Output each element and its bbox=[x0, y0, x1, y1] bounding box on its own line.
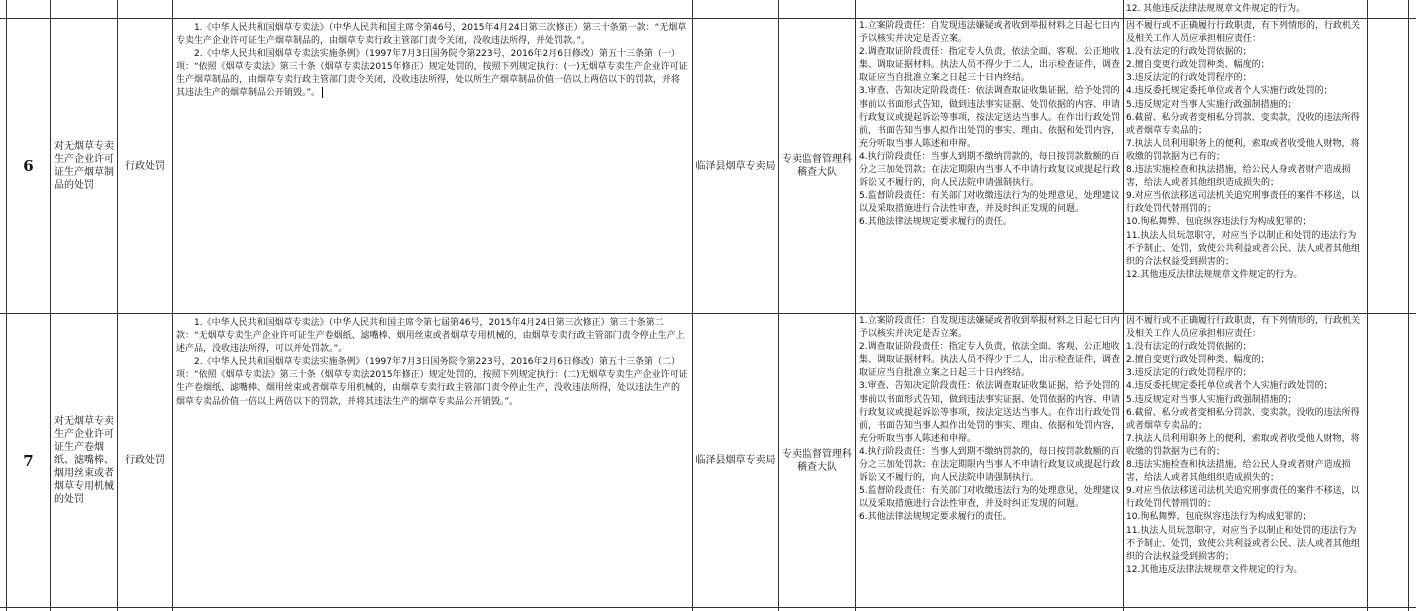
list-item: 9.对应当依法移送司法机关追究刑事责任的案件不移送，以行政处罚代替刑罚的； bbox=[1126, 191, 1360, 215]
responsible-unit: 专卖监督管理科稽查大队 bbox=[782, 448, 852, 473]
list-item: 12.其他违反法律法规规章文件规定的行为。 bbox=[1126, 269, 1303, 280]
legal-basis bbox=[176, 317, 688, 605]
list-item: 4.违反委托规定委托单位或者个人实施行政处罚的； bbox=[1126, 381, 1333, 392]
list-item: 10.徇私舞弊、包庇纵容违法行为构成犯罪的； bbox=[1126, 217, 1312, 228]
row-number: 6 bbox=[23, 157, 34, 175]
list-item: 1.立案阶段责任：自发现违法嫌疑或者收到举报材料之日起七日内予以核实并决定是否立案。 bbox=[859, 21, 1120, 45]
list-item: 5.违反规定对当事人实施行政强制措施的； bbox=[1126, 394, 1297, 405]
list-item: 4.执行阶段责任：当事人到期不缴纳罚款的，每日按罚款数额的百分之三加处罚款；在法定期限内当事人不申请行政复议或提起行政诉讼又不履行的，向人民法院申请强制执行。 bbox=[859, 446, 1121, 484]
list-item: 4.违反委托规定委托单位或者个人实施行政处罚的； bbox=[1126, 86, 1333, 97]
list-item: 1.没有法定的行政处罚依据的； bbox=[1126, 47, 1252, 58]
text-cursor bbox=[322, 87, 323, 98]
list-item: 4.执行阶段责任：当事人到期不缴纳罚款的，每日按罚款数额的百分之三加处罚款；在法定期限内当事人不申请行政复议或提起行政诉讼又不履行的，向人民法院申请强制执行。 bbox=[859, 151, 1121, 189]
item-name: 对无烟草专卖生产企业许可证生产卷烟纸、滤嘴棒、烟用丝束或者烟草专用机械的处罚 bbox=[54, 416, 114, 505]
previous-row-fragment: 12. 其他违反法律法规规章文件规定的行为。 bbox=[1126, 4, 1306, 14]
legal-basis-item: 2.《中华人民共和国烟草专卖法实施条例》（1997年7月3日国务院令第223号，2016年2月6日修改）第五十三条第（二）项：“依照《烟草专卖法》第三十条（烟草专卖法2015年修正）规定处罚的，按照下列规定执行：(二)无烟草专卖生产企业许可证生产卷烟纸、滤嘴棒、烟用丝束或者烟草专用机械的，由烟草专卖行政主管部门责令停止生产，没收违法所得，处以违法生产的烟草专卖品价值一倍以上两倍以下的罚款，并将其违法生产的烟草专卖品公开销毁。”。 bbox=[176, 357, 688, 407]
list-item: 2.调查取证阶段责任：指定专人负责，依法全面、客观、公正地收集、调取证据材料。执法人员不得少于二人，出示检查证件，调查取证应当自批准立案之日起三十日内终结。 bbox=[859, 342, 1121, 379]
list-item: 2.调查取证阶段责任：指定专人负责，依法全面、客观、公正地收集、调取证据材料。执法人员不得少于二人，出示检查证件，调查取证应当自批准立案之日起三十日内终结。 bbox=[859, 47, 1121, 84]
responsible-unit: 专卖监督管理科稽查大队 bbox=[782, 154, 852, 178]
list-item: 1.立案阶段责任：自发现违法嫌疑或者收到举报材料之日起七日内予以核实并决定是否立案。 bbox=[859, 316, 1120, 340]
list-item: 5.监督阶段责任：有关部门对收缴违法行为的处理意见，处理建议以及采取措施进行合法性审查，并及时纠正发现的问题。 bbox=[859, 486, 1120, 510]
list-item: 11.执法人员玩忽职守，对应当予以制止和处罚的违法行为不予制止、处罚，致使公共利益或者公民、法人或者其他组织的合法权益受到损害的； bbox=[1126, 230, 1361, 267]
list-item: 2.擅自变更行政处罚种类、幅度的； bbox=[1126, 60, 1270, 71]
item-category: 行政处罚 bbox=[125, 160, 165, 172]
list-item: 5.监督阶段责任：有关部门对收缴违法行为的处理意见，处理建议以及采取措施进行合法性审查，并及时纠正发现的问题。 bbox=[859, 191, 1120, 215]
list-item: 9.对应当依法移送司法机关追究刑事责任的案件不移送，以行政处罚代替刑罚的； bbox=[1126, 486, 1360, 510]
list-item: 6.截留、私分或者变相私分罚款、变卖款，没收的违法所得或者烟草专卖品的； bbox=[1126, 407, 1360, 431]
enforcement-agency: 临泽县烟草专卖局 bbox=[695, 455, 776, 466]
item-name: 对无烟草专卖生产企业许可证生产烟草制品的处罚 bbox=[54, 141, 114, 191]
list-item: 6.其他法律法规规定要求履行的责任。 bbox=[859, 512, 1012, 523]
list-item: 3.违反法定的行政处罚程序的； bbox=[1126, 368, 1252, 379]
list-item: 6.截留、私分或者变相私分罚款、变卖款，没收的违法所得或者烟草专卖品的； bbox=[1126, 112, 1360, 136]
list-item: 3.审查、告知决定阶段责任：依法调查取证收集证据，给予处罚的事前以书面形式告知，做到违法事实证据、处罚依据的内容、申请行政复议或提起诉讼等事项，按法定送达当事人。在作出行政处罚前，书面告知当事人拟作出处罚的事实、理由、依据和处罚内容，充分听取当事人陈述和申辩。 bbox=[859, 86, 1121, 149]
accountability-list bbox=[1126, 315, 1364, 607]
list-item: 12.其他违反法律法规规章文件规定的行为。 bbox=[1126, 564, 1303, 575]
responsibility-list bbox=[859, 20, 1121, 312]
responsibility-list bbox=[859, 315, 1121, 606]
list-item: 2.擅自变更行政处罚种类、幅度的； bbox=[1126, 355, 1270, 366]
list-item: 6.其他法律法规规定要求履行的责任。 bbox=[859, 217, 1012, 228]
list-item: 8.违法实施检查和执法措施，给公民人身或者财产造成损害，给法人或者其他组织造成损失的； bbox=[1126, 460, 1351, 484]
legal-basis-item: 1.《中华人民共和国烟草专卖法》（中华人民共和国主席令第46号，2015年4月24日第三次修正）第三十条第一款：“无烟草专卖生产企业许可证生产烟草制品的，由烟草专卖行政主管部门责令关闭，没收违法所得，并处罚款。”。 bbox=[176, 23, 687, 47]
list-item: 7.执法人员利用职务上的便利，索取或者收受他人财物，将收缴的罚款据为已有的； bbox=[1126, 138, 1360, 162]
list-item: 10.徇私舞弊、包庇纵容违法行为构成犯罪的； bbox=[1126, 512, 1312, 523]
legal-basis bbox=[176, 22, 688, 312]
enforcement-agency: 临泽县烟草专卖局 bbox=[695, 160, 776, 172]
list-item: 8.违法实施检查和执法措施，给公民人身或者财产造成损害，给法人或者其他组织造成损失的； bbox=[1126, 165, 1351, 189]
list-item: 11.执法人员玩忽职守，对应当予以制止和处罚的违法行为不予制止、处罚，致使公共利益或者公民、法人或者其他组织的合法权益受到损害的； bbox=[1126, 525, 1361, 562]
list-item: 7.执法人员利用职务上的便利，索取或者收受他人财物，将收缴的罚款据为已有的； bbox=[1126, 433, 1360, 457]
list-item: 因不履行或不正确履行行政职责，有下列情形的，行政机关及相关工作人员应承担相应责任： bbox=[1126, 316, 1361, 340]
list-item: 1.没有法定的行政处罚依据的； bbox=[1126, 342, 1252, 353]
row-number: 7 bbox=[23, 451, 34, 470]
accountability-list bbox=[1126, 20, 1364, 313]
legal-basis-item: 1.《中华人民共和国烟草专卖法》（中华人民共和国主席令第七届第46号，2015年4月24日第三次修正）第三十条第二款：“无烟草专卖生产企业许可证生产卷烟纸、滤嘴棒、烟用丝束或者烟草专用机械的，由烟草专卖行政主管部门责令停止生产上述产品，没收违法所得，可以并处罚款。”。 bbox=[176, 318, 685, 355]
list-item: 5.违反规定对当事人实施行政强制措施的； bbox=[1126, 99, 1297, 110]
list-item: 3.审查、告知决定阶段责任：依法调查取证收集证据，给予处罚的事前以书面形式告知，做到违法事实证据、处罚依据的内容、申请行政复议或提起诉讼等事项，按法定送达当事人。在作出行政处罚前，书面告知当事人拟作出处罚的事实、理由、依据和处罚内容，充分听取当事人陈述和申辩。 bbox=[859, 381, 1121, 444]
item-category: 行政处罚 bbox=[125, 455, 165, 466]
legal-basis-item: 2.《中华人民共和国烟草专卖法实施条例》（1997年7月3日国务院令第223号，2016年2月6日修改）第五十三条第（一）项：“依照《烟草专卖法》第三十条（烟草专卖法2015年修正）规定处罚的，按照下列规定执行：(一)无烟草专卖生产企业许可证生产烟草制品的，由烟草专卖行政主管部门责令关闭，没收违法所得，处以所生产烟草制品价值一倍以上两倍以下的罚款，并将其违法生产的烟草制品公开销毁。”。 bbox=[176, 49, 688, 99]
list-item: 因不履行或不正确履行行政职责，有下列情形的，行政机关及相关工作人员应承担相应责任： bbox=[1126, 21, 1361, 45]
list-item: 3.违反法定的行政处罚程序的； bbox=[1126, 73, 1252, 84]
